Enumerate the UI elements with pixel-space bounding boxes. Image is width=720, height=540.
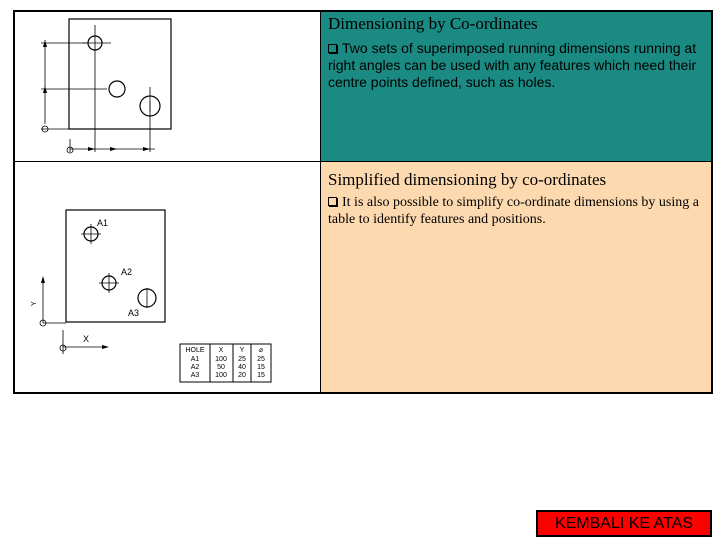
- section-body-simplified: [328, 194, 712, 228]
- section-title-coordinates: Dimensioning by Co-ordinates: [328, 14, 538, 33]
- bottom-text-panel: [321, 162, 711, 392]
- table-cell: 25: [257, 356, 265, 363]
- arrow-right-2: [110, 147, 117, 151]
- coordinate-dimension-drawing: [15, 12, 321, 162]
- label-a3: A3: [128, 308, 140, 318]
- section-title-simplified: Simplified dimensioning by co-ordinates: [328, 170, 607, 189]
- simplified-description: It is also possible to simplify co-ordinate dimensions by using a table to identify features and positions.: [328, 195, 699, 227]
- arrow-right-1: [88, 147, 95, 151]
- plate-outline: [69, 19, 171, 129]
- table-cell: 25: [238, 356, 246, 363]
- axis-x-label: X: [83, 334, 90, 344]
- table-cell: A3: [190, 372, 200, 379]
- table-cell: 50: [217, 364, 225, 371]
- table-cell: A1: [190, 356, 200, 363]
- top-text-panel: [321, 12, 711, 162]
- arrow-up-2: [43, 86, 47, 93]
- checkbox-bullet-icon: [328, 44, 337, 53]
- table-cell: 40: [238, 364, 246, 371]
- coordinates-description: Two sets of superimposed running dimensions running at right angles can be used with any features which need their centre points defined, such as holes.: [328, 40, 697, 90]
- back-to-top-button[interactable]: KEMBALI KE ATAS: [536, 510, 712, 537]
- label-a1: A1: [97, 218, 109, 228]
- section-body-coordinates: [328, 40, 712, 91]
- table-cell: 100: [215, 372, 227, 379]
- slide-frame: [13, 10, 713, 394]
- axis-y-label: Y: [31, 301, 38, 306]
- arrow-up-1: [43, 40, 47, 47]
- hole-table-text: [185, 347, 265, 379]
- table-cell: 15: [257, 364, 265, 371]
- table-header-x: X: [218, 347, 224, 354]
- table-cell: A2: [190, 364, 200, 371]
- table-header-y: Y: [239, 347, 245, 354]
- plate-outline-2: [66, 210, 165, 322]
- coordinate-drawing-svg: [15, 12, 321, 162]
- hole-2: [109, 81, 125, 97]
- simplified-dimension-drawing: [15, 162, 321, 392]
- table-cell: 20: [238, 372, 246, 379]
- table-cell: 100: [215, 356, 227, 363]
- simplified-drawing-svg: [15, 162, 321, 392]
- arrow-right-3: [143, 147, 150, 151]
- table-cell: 15: [257, 372, 265, 379]
- table-header-hole: HOLE: [185, 347, 205, 354]
- table-header-dia: ⌀: [258, 347, 264, 354]
- checkbox-bullet-icon: [328, 197, 337, 206]
- label-a2: A2: [121, 267, 133, 277]
